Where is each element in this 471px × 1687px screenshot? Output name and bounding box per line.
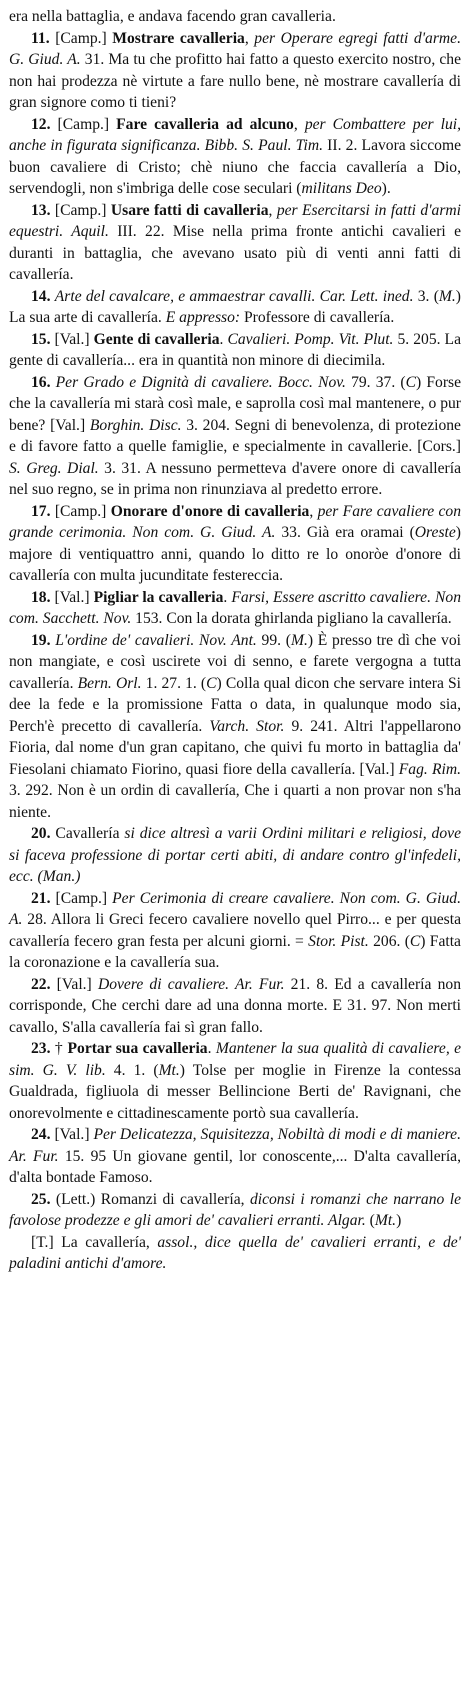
- dictionary-entry: [9, 1232, 461, 1275]
- headword-phrase: Mostrare cavalleria: [112, 29, 245, 47]
- entry-text: 9. 241. Altri l'appellarono Fioria, dal nome d'un gran capitano, che quivi fu morto in battaglia da' Fiesolani chiamato Fiorino, quasi fiore della cavallería. [Val.]: [9, 717, 462, 778]
- entry-text: .: [223, 588, 232, 606]
- headword-phrase: Fare cavalleria ad alcuno: [116, 115, 294, 133]
- entry-text: 3. 292. Non è un ordin di cavallería, Che i quarti a non provar non s'ha niente.: [9, 782, 461, 821]
- definition-or-citation: C: [405, 373, 416, 391]
- definition-or-citation: C: [206, 674, 217, 692]
- entry-text: 15. 95 Un giovane gentil, lor conoscente,... D'alta cavallería, d'alta bontade Famoso.: [9, 1147, 461, 1186]
- definition-or-citation: Per Grado e Dignità di cavaliere. Bocc. Nov.: [55, 373, 346, 391]
- definition-or-citation: Per Delicatezza, Squisitezza, Nobiltà di modi e di maniere. Ar. Fur.: [9, 1126, 461, 1165]
- dictionary-entry: [9, 114, 461, 200]
- definition-or-citation: Cavalieri. Pomp. Vit. Plut.: [227, 330, 394, 348]
- definition-or-citation: si dice altresì a varii Ordini militari e religiosi, dove si faceva professione di portar certi abiti, di andare contro gl'infedeli, ecc. (Man.): [9, 825, 461, 885]
- definition-or-citation: per Operare egregi fatti d'arme. G. Giud. A.: [9, 29, 461, 68]
- definition-or-citation: Fag. Rim.: [398, 760, 461, 778]
- entry-text: ) Forse che la cavallería mi starà così male, e saprolla così mal mantenere, o pur bene? [Val.]: [9, 373, 461, 434]
- entry-text: 1. 27. 1. (: [141, 674, 207, 692]
- entry-text: ) majore di ventiquattro anni, quando lo ditto re lo onoròe d'onore di cavallería con multa jucunditate festereccia.: [9, 524, 461, 584]
- entry-text: [Camp.]: [50, 201, 111, 219]
- definition-or-citation: Oreste: [414, 524, 456, 541]
- definition-or-citation: per Combattere per lui, anche in figurata significanza. Bibb. S. Paul. Tim.: [9, 115, 461, 154]
- definition-or-citation: per Fare cavaliere con grande cerimonia. Non com. G. Giud. A.: [9, 502, 462, 541]
- definition-or-citation: assol., dice quella de' cavalieri erranti, e de' paladini antichi d'amore.: [9, 1233, 461, 1272]
- entry-text: ) Tolse per moglie in Firenze la contessa Gualdrada, figliuola di messer Bellincione Berti de' Ravignani, che onorevolmente e cittadinescamente portò sua cavallería.: [9, 1061, 461, 1122]
- entry-text: [Val.]: [50, 330, 94, 348]
- definition-or-citation: Varch. Stor.: [209, 717, 285, 735]
- headword-phrase: Portar sua cavalleria: [67, 1040, 208, 1057]
- definition-or-citation: militans Deo: [301, 180, 382, 197]
- dictionary-entry: [9, 200, 461, 286]
- entry-text: (: [365, 1212, 375, 1229]
- entry-number: 21.: [31, 889, 51, 907]
- entry-text: (Lett.) Romanzi di cavallería,: [50, 1190, 250, 1208]
- dictionary-entry: [9, 974, 461, 1039]
- dictionary-entry: [9, 823, 461, 888]
- headword-phrase: Gente di cavalleria: [93, 330, 220, 348]
- headword-phrase: Usare fatti di cavalleria: [110, 201, 269, 219]
- dictionary-entry: [9, 28, 461, 114]
- entry-text: [Val.]: [50, 1126, 94, 1143]
- entry-text: 4. 1. (: [105, 1061, 159, 1079]
- definition-or-citation: per Esercitarsi in fatti d'armi equestri. Aquil.: [9, 201, 461, 240]
- entry-text: ) Colla qual dicon che servare intera Si dee la fede e la promissione Fatta o data, in qualunque modo sia, Perch'è precetto di cavallería.: [9, 674, 462, 735]
- entry-text: ) È presso tre dì che voi non mangiate, e così uscirete voi di senno, e farete vergogna a tutta cavallería.: [9, 631, 461, 692]
- entry-text: 3. 204. Segni di benevolenza, di protezione e di favore fatto a quelle famiglie, e specialmente in cavallerie. [Cors.]: [9, 416, 461, 455]
- definition-or-citation: Mt.: [158, 1061, 180, 1079]
- entry-text: III. 22. Mise nella prima fronte antichi cavalieri e duranti in battaglia, che avevano usato più di venti anni fatti di cavallería.: [9, 223, 461, 283]
- entry-number: 11.: [31, 29, 50, 47]
- entry-number: 20.: [31, 825, 51, 842]
- entry-number: 18.: [31, 588, 51, 606]
- entry-text: ,: [268, 201, 277, 219]
- headword-phrase: Pigliar la cavalleria: [93, 588, 224, 606]
- entry-text: 3. (: [413, 287, 439, 305]
- definition-or-citation: E appresso:: [165, 309, 241, 326]
- entry-text: 3. 31. A nessuno permetteva d'avere onore di cavallería nel suo regno, se in prima non rinunziava al predetto errore.: [9, 459, 461, 498]
- entry-text: ) La sua arte di cavallería.: [9, 287, 461, 326]
- entry-number: 24.: [31, 1126, 51, 1143]
- entry-text: 153. Con la dorata ghirlanda pigliano la cavallería.: [131, 610, 452, 627]
- entry-text: [Camp.]: [50, 502, 111, 520]
- definition-or-citation: S. Greg. Dial.: [9, 459, 99, 477]
- entry-text: [Val.]: [50, 975, 98, 993]
- entry-number: 19.: [31, 631, 51, 649]
- entry-text: [Val.]: [50, 588, 94, 606]
- entry-number: 15.: [31, 330, 51, 348]
- entry-text: 28. Allora li Greci fecero cavaliere novello quel Pirro... e per questa cavallería fecero gran festa per alcuni giorni. =: [9, 911, 461, 950]
- definition-or-citation: Arte del cavalcare, e ammaestrar cavalli. Car. Lett. ined.: [54, 287, 414, 305]
- entry-text: [Camp.]: [50, 889, 113, 907]
- dictionary-entry: [9, 372, 461, 501]
- entry-number: 17.: [31, 502, 51, 520]
- definition-or-citation: Borghin. Disc.: [89, 416, 182, 434]
- entry-text: 21. 8. Ed a cavallería non corrisponde, Che cerchi dare ad una donna morte. E 31. 97. Non merti cavallo, S'alla cavallería fai sì gran fallo.: [9, 975, 461, 1036]
- entry-text: .: [219, 330, 228, 348]
- dictionary-entry: [9, 329, 461, 372]
- entry-number: 13.: [31, 201, 51, 219]
- entry-text: 206. (: [368, 932, 410, 950]
- entry-text: ): [396, 1212, 402, 1229]
- entry-text: 99. (: [256, 631, 291, 649]
- definition-or-citation: M.: [290, 631, 308, 649]
- entry-text: [Camp.]: [50, 115, 117, 133]
- dictionary-entry: [9, 1124, 461, 1189]
- entry-text: 31. Ma tu che profitto hai fatto a questo exercito nostro, che non hai prodezza nè virtute a fare nullo bene, nè mostrare cavallería di gran signore como ti tieni?: [9, 51, 462, 111]
- definition-or-citation: Farsi, Essere ascritto cavaliere. Non com. Sacchett. Nov.: [9, 588, 461, 627]
- dictionary-entry: [9, 630, 461, 824]
- definition-or-citation: Mantener la sua qualità di cavaliere, e sim. G. V. lib.: [9, 1040, 462, 1079]
- definition-or-citation: Per Cerimonia di creare cavaliere. Non com. G. Giud. A.: [9, 889, 461, 928]
- entry-number: 22.: [31, 975, 51, 993]
- definition-or-citation: Mt.: [374, 1212, 397, 1229]
- dictionary-entry: [9, 888, 461, 974]
- entry-text: Professore di cavallería.: [240, 309, 395, 326]
- entry-text: II. 2. Lavora siccome buon cavaliere di Cristo; chè niuno che faccia cavallería a Dio, servendogli, non s'imbriga delle cose seculari (: [9, 137, 462, 197]
- entry-text: 33. Già era oramai (: [275, 524, 415, 541]
- continued-paragraph: [9, 6, 461, 28]
- entry-text: ) Fatta la coronazione e la cavallería sua.: [9, 932, 461, 971]
- definition-or-citation: Stor. Pist.: [308, 932, 369, 950]
- entry-text: era nella battaglia, e andava facendo gran cavalleria.: [9, 8, 336, 25]
- dictionary-entry: [9, 1038, 461, 1124]
- dictionary-entry: [9, 1189, 461, 1232]
- entry-text: ,: [293, 115, 305, 133]
- entry-text: Cavallería: [50, 825, 125, 842]
- entry-text: ,: [309, 502, 318, 520]
- dictionary-entry: [9, 501, 461, 587]
- entry-text: ,: [244, 29, 255, 47]
- definition-or-citation: Bern. Orl.: [77, 674, 142, 692]
- dictionary-entry: [9, 286, 461, 329]
- definition-or-citation: Dovere di cavaliere. Ar. Fur.: [97, 975, 285, 993]
- definition-or-citation: L'ordine de' cavalieri. Nov. Ant.: [55, 631, 257, 649]
- definition-or-citation: diconsi i romanzi che narrano le favolose prodezze e gli amori de' cavalieri erranti. Algar.: [9, 1190, 461, 1229]
- entry-text: 79. 37. (: [345, 373, 406, 391]
- entry-text: ).: [381, 180, 391, 197]
- entry-number: 14.: [31, 287, 51, 305]
- entry-number: 25.: [31, 1190, 51, 1208]
- entry-text: 5. 205. La gente di cavallería... era in quantità non minore di diecimila.: [9, 330, 462, 369]
- entry-number: 16.: [31, 373, 51, 391]
- headword-phrase: Onorare d'onore di cavalleria: [110, 502, 310, 520]
- definition-or-citation: M.: [438, 287, 456, 305]
- entry-number: 23.: [31, 1040, 51, 1057]
- entry-text: [T.] La cavallería,: [31, 1233, 158, 1251]
- entry-number: 12.: [31, 115, 51, 133]
- entry-text: †: [50, 1040, 68, 1057]
- entry-text: .: [207, 1040, 216, 1057]
- definition-or-citation: C: [409, 932, 421, 950]
- dictionary-entry: [9, 587, 461, 630]
- entry-text: [Camp.]: [49, 29, 113, 47]
